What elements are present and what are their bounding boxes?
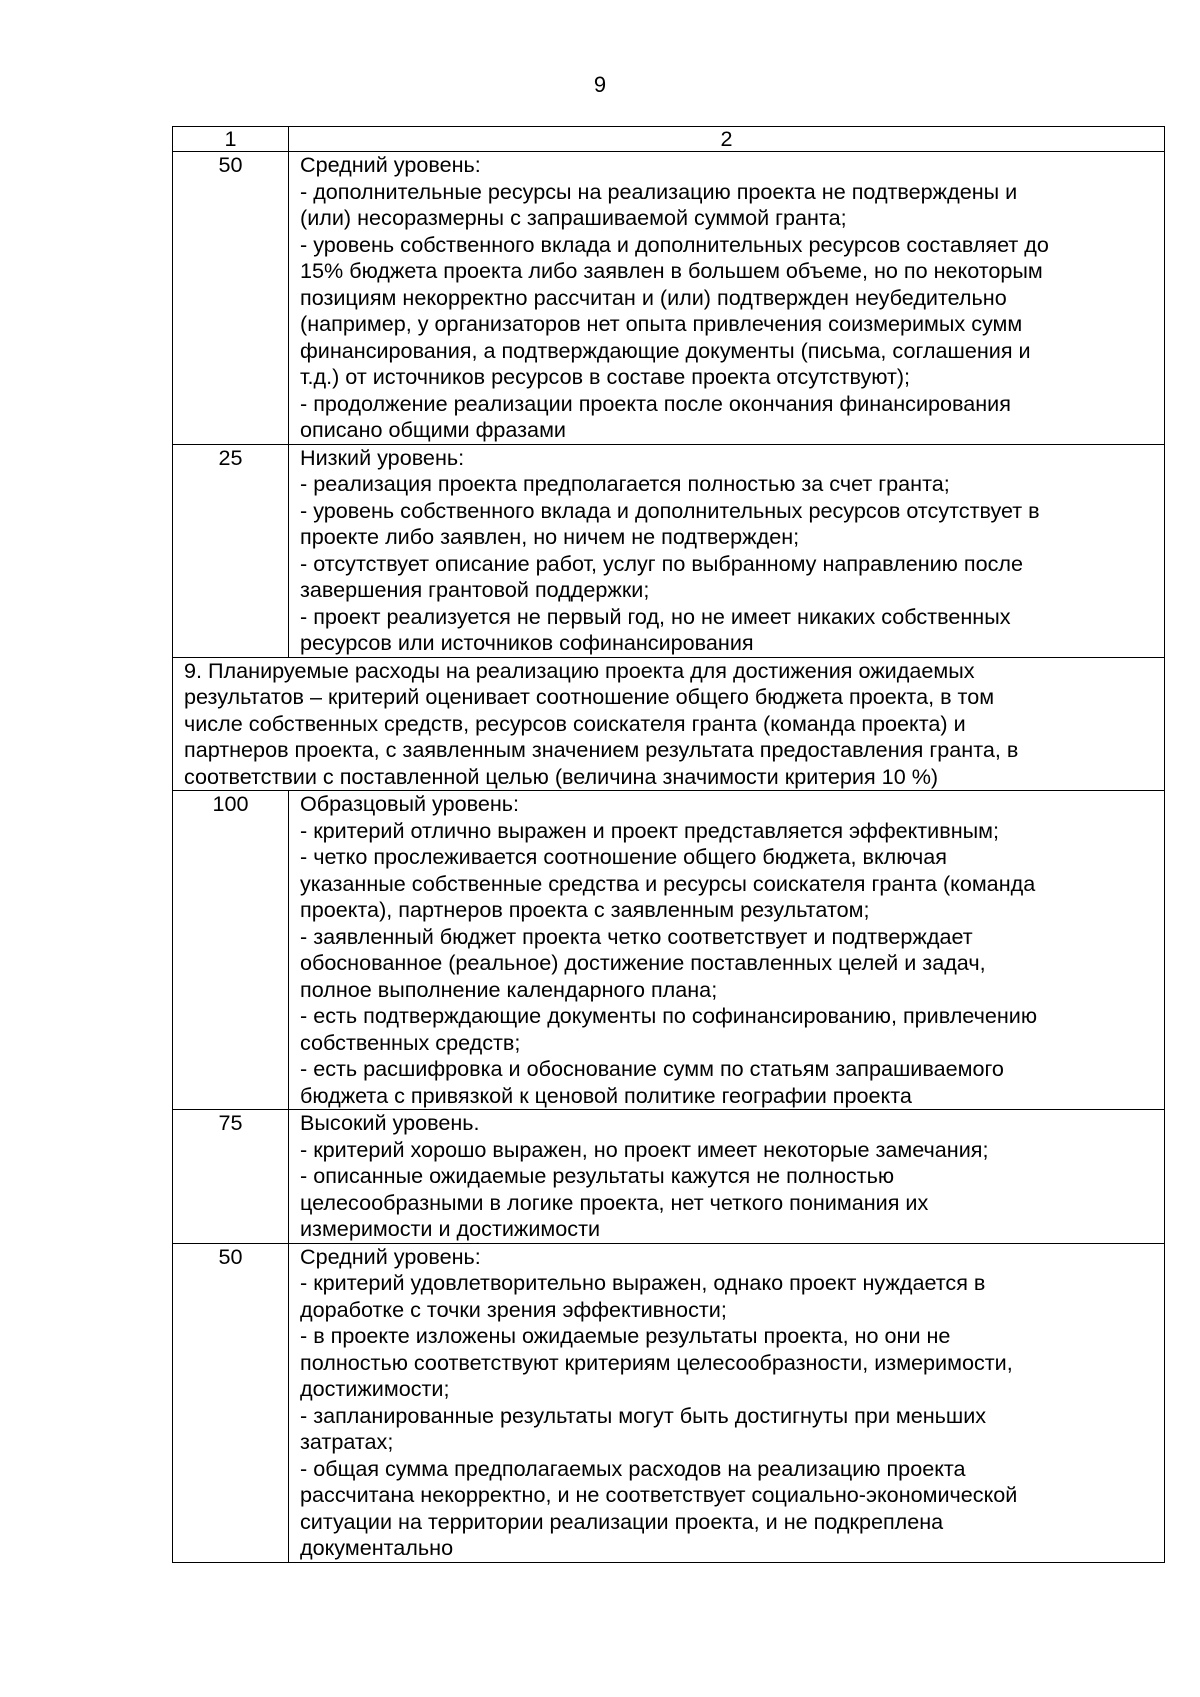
description-line: Средний уровень: [300, 1243, 481, 1269]
description-line: - запланированные результаты могут быть достигнуты при меньших [300, 1402, 987, 1428]
criterion-row [173, 1243, 1165, 1562]
description-line: - есть подтверждающие документы по софинансированию, привлечению [300, 1003, 1038, 1028]
header-row [173, 127, 1165, 152]
score-cell: 75 [173, 1110, 289, 1244]
section-heading-line: результатов – критерий оценивает соотношение общего бюджета проекта, в том [184, 684, 995, 709]
description-line: затратах; [300, 1429, 394, 1454]
description-line: - реализация проекта предполагается полностью за счет гранта; [300, 471, 950, 496]
description-line: полное выполнение календарного плана; [300, 976, 718, 1002]
section-heading-line: партнеров проекта, с заявленным значением результата предоставления гранта, в [184, 737, 1019, 762]
description-line: - критерий хорошо выражен, но проект имеет некоторые замечания; [300, 1136, 989, 1162]
description-line: рассчитана некорректно, и не соответствует социально-экономической [300, 1482, 1018, 1507]
description-line: - в проекте изложены ожидаемые результаты проекта, но они не [300, 1323, 951, 1348]
description-line: - есть расшифровка и обоснование сумм по статьям запрашиваемого [300, 1056, 1004, 1081]
description-line: проекте либо заявлен, но ничем не подтвержден; [300, 524, 800, 549]
description-line: обоснованное (реальное) достижение поставленных целей и задач, [300, 950, 986, 975]
description-line: описано общими фразами [300, 417, 566, 442]
header-col-1: 1 [173, 127, 289, 152]
description-line: - дополнительные ресурсы на реализацию проекта не подтверждены и [300, 178, 1018, 204]
description-line: - описанные ожидаемые результаты кажутся не полностью [300, 1163, 895, 1188]
section-heading-line: соответствии с поставленной целью (величина значимости критерия 10 %) [184, 763, 939, 789]
description-line: - критерий удовлетворительно выражен, однако проект нуждается в [300, 1270, 986, 1295]
section-row [173, 657, 1165, 791]
criterion-row [173, 1110, 1165, 1244]
description-line: измеримости и достижимости [300, 1216, 601, 1241]
page-number: 9 [593, 72, 607, 97]
section-heading-cell [173, 657, 1165, 791]
description-line: (или) несоразмерны с запрашиваемой суммой гранта; [300, 205, 847, 230]
description-line: Средний уровень: [300, 152, 481, 177]
description-line: - продолжение реализации проекта после окончания финансирования [300, 390, 1011, 416]
description-line: - заявленный бюджет проекта четко соответствует и подтверждает [300, 923, 973, 949]
description-line: Высокий уровень. [300, 1110, 480, 1135]
description-line: - уровень собственного вклада и дополнительных ресурсов составляет до [300, 231, 1049, 257]
description-line: - уровень собственного вклада и дополнительных ресурсов отсутствует в [300, 497, 1040, 523]
description-line: Низкий уровень: [300, 444, 465, 470]
description-line: проекта), партнеров проекта с заявленным результатом; [300, 897, 870, 922]
description-line: документально [300, 1535, 454, 1560]
description-line: доработке с точки зрения эффективности; [300, 1296, 727, 1322]
description-line: ресурсов или источников софинансирования [300, 630, 754, 655]
description-line: т.д.) от источников ресурсов в составе проекта отсутствуют); [300, 364, 911, 389]
criteria-table-body [173, 127, 1165, 1563]
criterion-row [173, 152, 1165, 445]
description-line: бюджета с привязкой к ценовой политике географии проекта [300, 1082, 912, 1108]
description-line: - общая сумма предполагаемых расходов на реализацию проекта [300, 1455, 966, 1481]
criterion-row [173, 444, 1165, 657]
description-cell [289, 791, 1165, 1110]
description-line: - критерий отлично выражен и проект представляется эффективным; [300, 817, 1000, 843]
description-line: достижимости; [300, 1376, 450, 1401]
description-line: Образцовый уровень: [300, 791, 520, 816]
header-col-2: 2 [289, 127, 1165, 152]
description-line: завершения грантовой поддержки; [300, 577, 650, 602]
section-heading-line: числе собственных средств, ресурсов соискателя гранта (команда проекта) и [184, 710, 966, 736]
description-line: полностью соответствуют критериям целесообразности, измеримости, [300, 1349, 1013, 1375]
description-line: - отсутствует описание работ, услуг по выбранному направлению после [300, 550, 1023, 576]
score-cell: 50 [173, 152, 289, 445]
description-line: собственных средств; [300, 1029, 521, 1055]
description-line: - проект реализуется не первый год, но не имеет никаких собственных [300, 603, 1011, 629]
description-cell [289, 152, 1165, 445]
description-line: - четко прослеживается соотношение общего бюджета, включая [300, 844, 947, 869]
description-line: ситуации на территории реализации проекта, и не подкреплена [300, 1508, 944, 1534]
description-line: финансирования, а подтверждающие документы (письма, соглашения и [300, 337, 1031, 363]
description-cell [289, 444, 1165, 657]
description-line: (например, у организаторов нет опыта привлечения соизмеримых сумм [300, 311, 1023, 336]
score-cell: 50 [173, 1243, 289, 1562]
description-line: позициям некорректно рассчитан и (или) подтвержден неубедительно [300, 284, 1007, 310]
description-line: 15% бюджета проекта либо заявлен в большем объеме, но по некоторым [300, 258, 1043, 283]
description-cell [289, 1243, 1165, 1562]
section-heading-line: 9. Планируемые расходы на реализацию проекта для достижения ожидаемых [184, 657, 975, 683]
criteria-table [172, 126, 1165, 1563]
description-cell [289, 1110, 1165, 1244]
score-cell: 25 [173, 444, 289, 657]
score-cell: 100 [173, 791, 289, 1110]
criterion-row [173, 791, 1165, 1110]
description-line: указанные собственные средства и ресурсы соискателя гранта (команда [300, 870, 1036, 896]
description-line: целесообразными в логике проекта, нет четкого понимания их [300, 1189, 929, 1215]
